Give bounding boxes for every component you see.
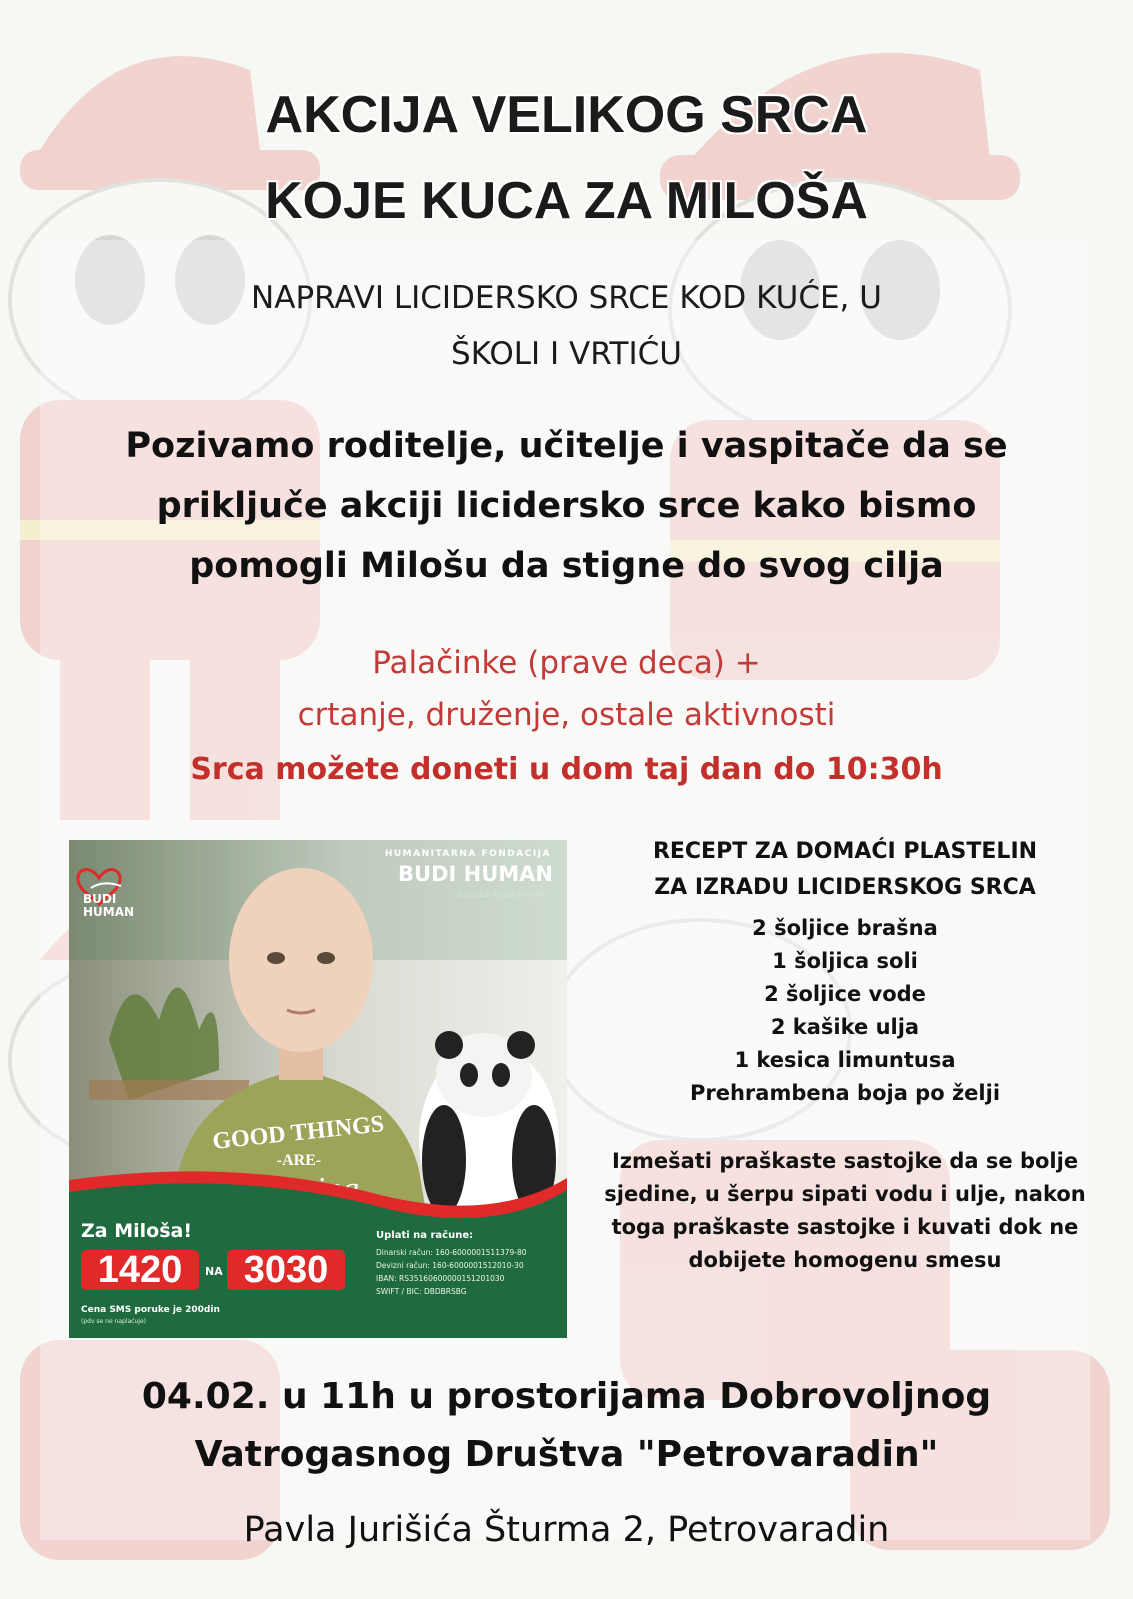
page-title: AKCIJA VELIKOG SRCA KOJE KUCA ZA MILOŠA bbox=[265, 86, 868, 230]
event-details: 04.02. u 11h u prostorijama Dobrovoljnog Vatrogasnog Društva "Petrovaradin" bbox=[141, 1376, 992, 1475]
activities-text: Palačinke (prave deca) + crtanje, druženje, ostale aktivnosti bbox=[297, 645, 836, 733]
ingredient-item: 2 šoljice vode bbox=[764, 982, 926, 1006]
account-line: Devizni račun: 160-6000001512010-30 bbox=[376, 1261, 524, 1270]
sms-na-text: NA bbox=[205, 1265, 223, 1278]
ingredient-item: 2 kašike ulja bbox=[770, 1015, 920, 1039]
account-line: SWIFT / BIC: DBDBRSBG bbox=[376, 1287, 467, 1296]
ingredient-item: Prehrambena boja po želji bbox=[689, 1081, 1001, 1105]
accounts-title: Uplati na račune: bbox=[376, 1230, 474, 1241]
budi-human-logo: BUDI HUMAN bbox=[83, 892, 135, 919]
subtitle: NAPRAVI LICIDERSKO SRCE KOD KUĆE, U ŠKOLI I VRTIĆU bbox=[251, 280, 882, 372]
sms-code: 1420 bbox=[81, 1250, 199, 1290]
event-address: Pavla Jurišića Šturma 2, Petrovaradin bbox=[243, 1510, 890, 1550]
sms-price-note: Cena SMS poruke je 200din bbox=[81, 1305, 220, 1315]
shirt-text-2: -ARE- bbox=[276, 1152, 322, 1169]
recipe-instructions: Izmešati praškaste sastojke da se bolje sjedine, u šerpu sipati vodu i ulje, nakon toga praškaste sastojke i kuvati dok ne dobijete homogenu smesu bbox=[604, 1149, 1086, 1272]
foundation-tagline: Jednaka šansa za sve bbox=[457, 890, 543, 899]
shirt-text-1: GOOD THINGS bbox=[211, 1111, 386, 1155]
for-name-text: Za Miloša! bbox=[81, 1220, 192, 1242]
sms-vat-note: (pdv se ne naplaćuje) bbox=[81, 1318, 146, 1325]
ingredients-list bbox=[595, 912, 1095, 1110]
campaign-card bbox=[69, 840, 567, 1338]
foundation-name: BUDI HUMAN bbox=[398, 862, 553, 886]
account-line: Dinarski račun: 160-6000001511379-80 bbox=[376, 1248, 527, 1257]
recipe-title: RECEPT ZA DOMAĆI PLASTELIN ZA IZRADU LICIDERSKOG SRCA bbox=[652, 839, 1038, 900]
foundation-label: HUMANITARNA FONDACIJA bbox=[384, 849, 551, 859]
ingredient-item: 1 kesica limuntusa bbox=[734, 1048, 956, 1072]
ingredient-item: 2 šoljice brašna bbox=[752, 916, 938, 940]
sms-number: 3030 bbox=[227, 1250, 345, 1290]
account-line: IBAN: RS35160600000151201030 bbox=[376, 1274, 505, 1283]
ingredient-item: 1 šoljica soli bbox=[772, 949, 918, 973]
invitation-text: Pozivamo roditelje, učitelje i vaspitače da se priključe akciji licidersko srce kako bismo pomogli Milošu da stigne do svog cilja bbox=[125, 426, 1008, 586]
deadline-text: Srca možete doneti u dom taj dan do 10:30h bbox=[190, 752, 943, 787]
